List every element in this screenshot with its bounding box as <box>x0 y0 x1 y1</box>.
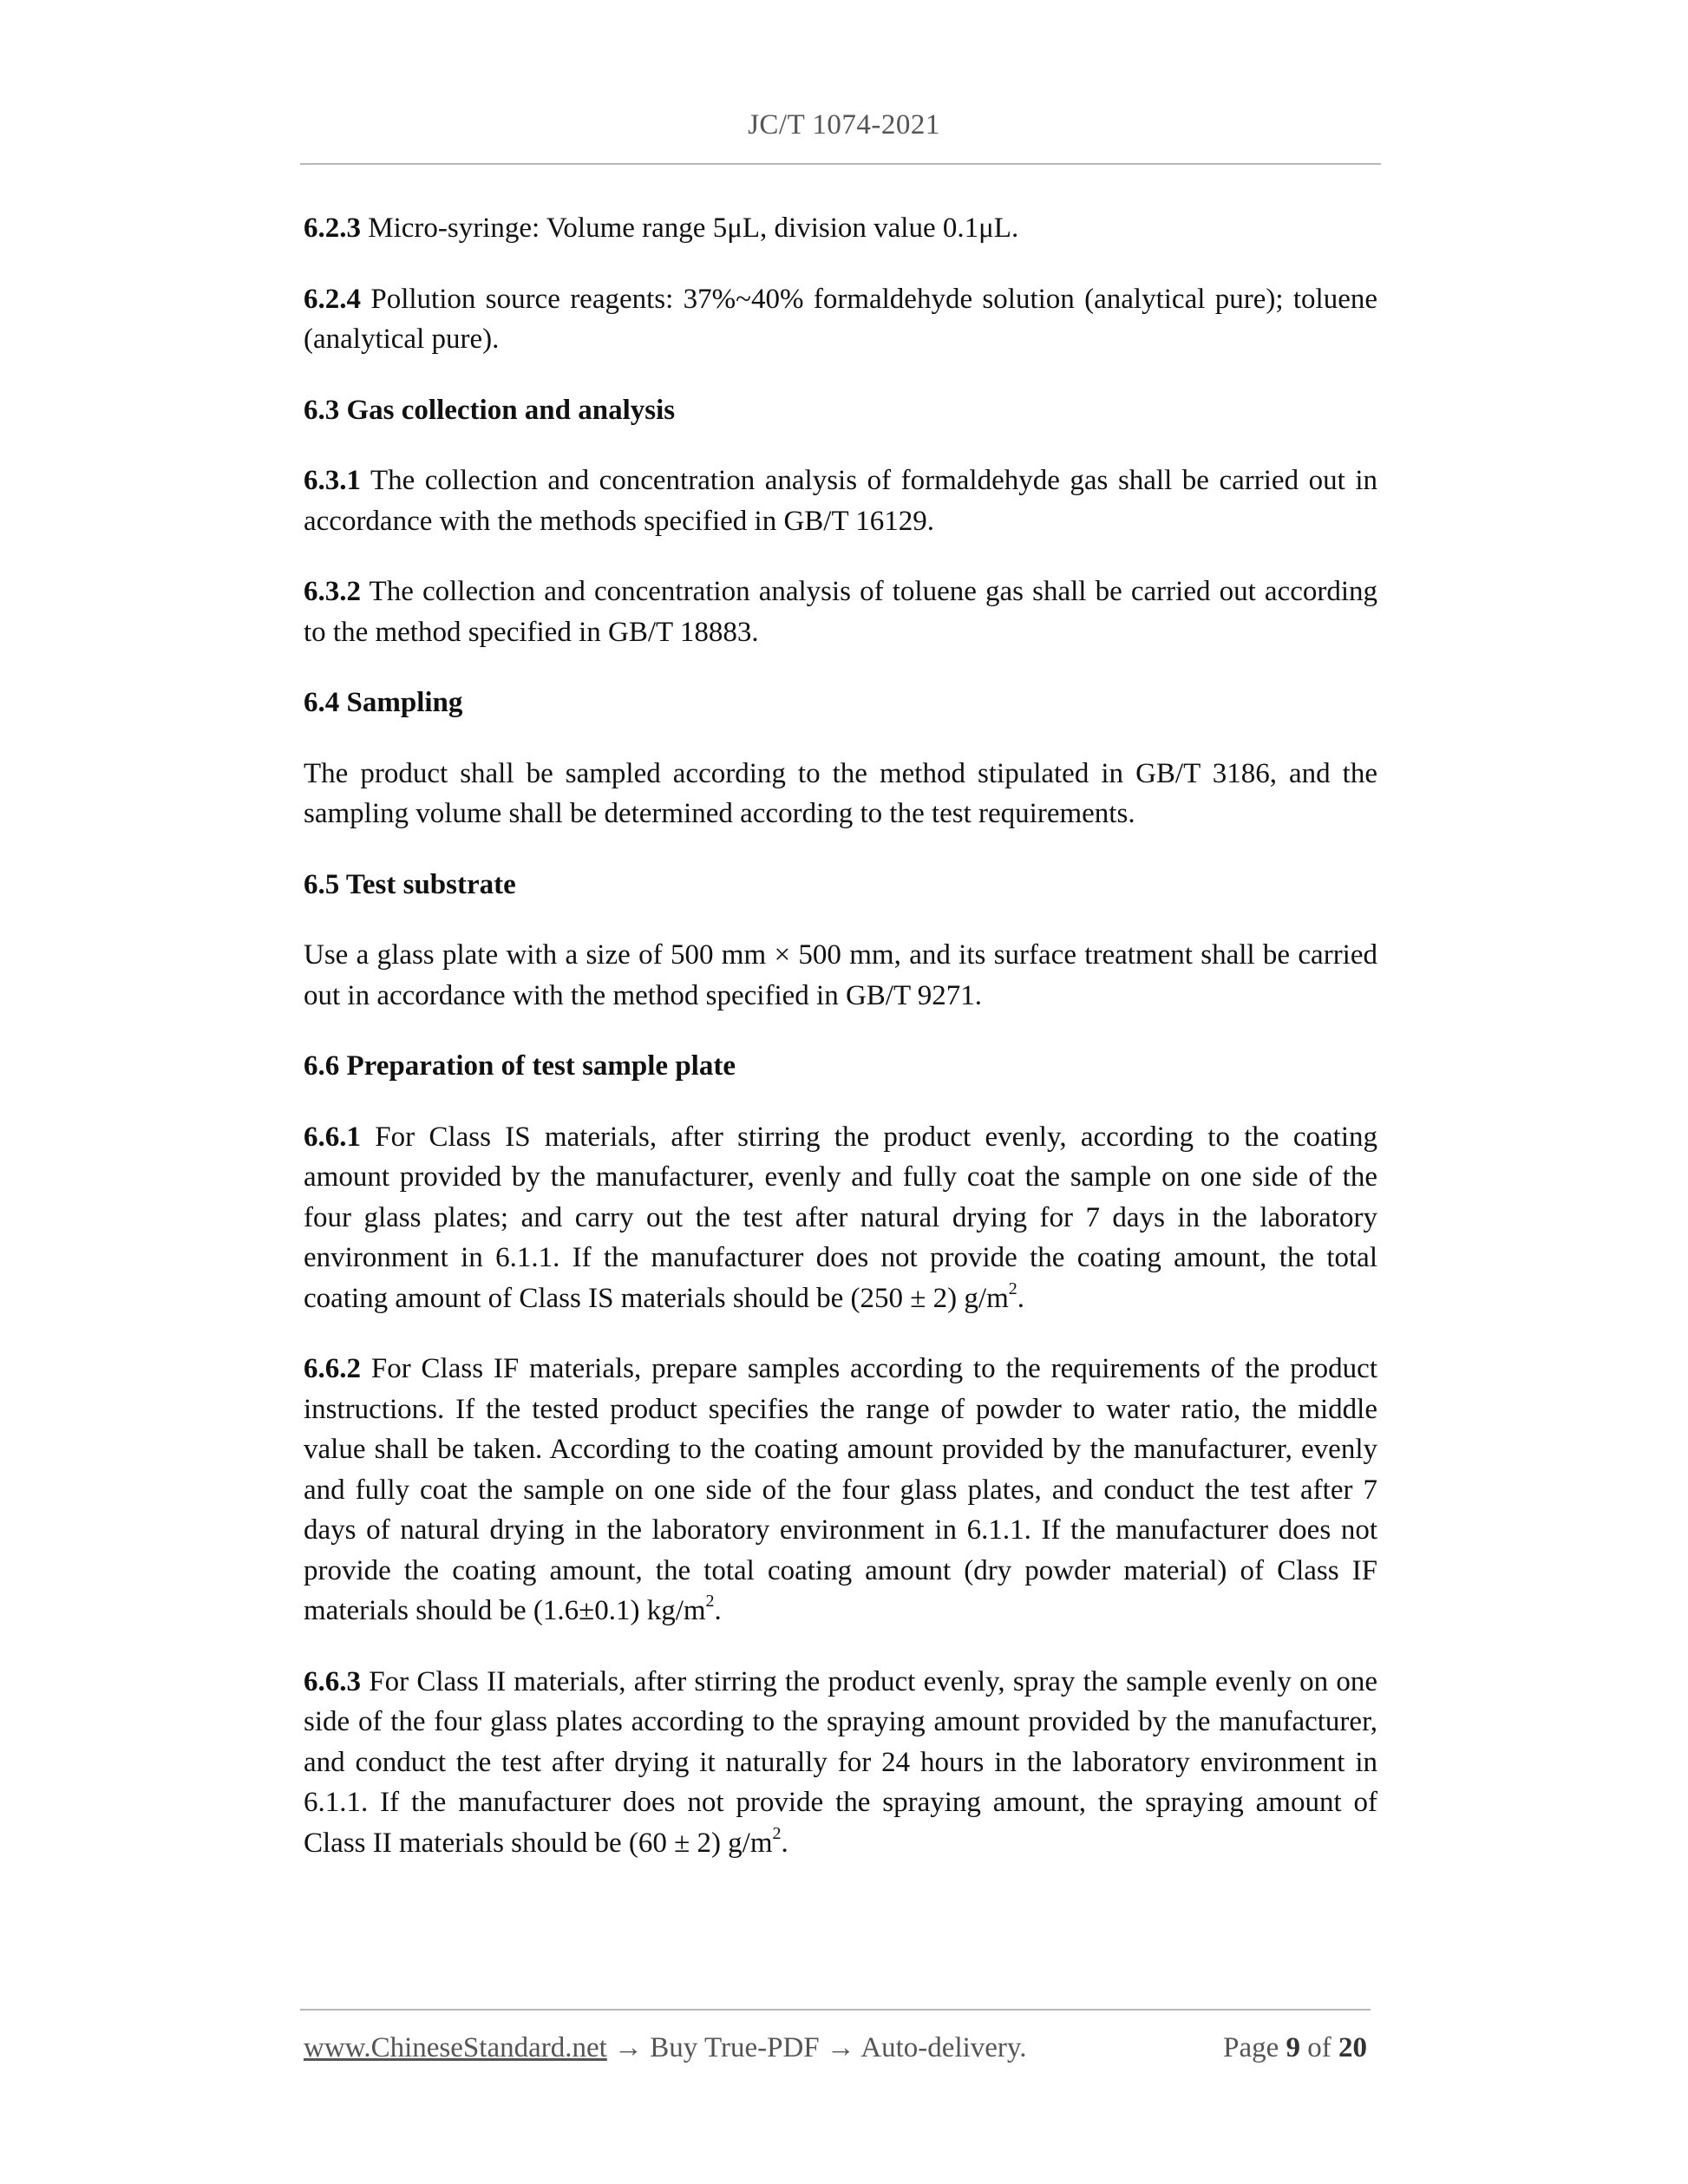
clause-text: The collection and concentration analysis of formaldehyde gas shall be carried out in accordance with the methods specified in GB/T 16129. <box>304 465 1377 537</box>
website-link[interactable]: www.ChineseStandard.net <box>304 2032 607 2063</box>
footer-promo-text: → Buy True-PDF → Auto-delivery. <box>606 2032 1027 2063</box>
section-heading-6-3: 6.3 Gas collection and analysis <box>304 394 676 426</box>
superscript: 2 <box>705 1592 715 1611</box>
footer-promo <box>304 2028 1027 2068</box>
clause-number: 6.6.2 <box>304 1353 361 1384</box>
clause-number: 6.3.1 <box>304 465 361 496</box>
clause-text: Micro-syringe: Volume range 5μL, division value 0.1μL. <box>361 213 1019 244</box>
clause-6-3-1 <box>304 461 1377 541</box>
of-label: of <box>1300 2032 1338 2063</box>
page-label: Page <box>1223 2032 1286 2063</box>
superscript: 2 <box>1008 1278 1017 1298</box>
section-heading-6-6: 6.6 Preparation of test sample plate <box>304 1050 736 1082</box>
clause-6-2-4 <box>304 279 1377 360</box>
superscript: 2 <box>772 1823 782 1843</box>
document-code-header: JC/T 1074-2021 <box>748 109 940 141</box>
clause-text: Pollution source reagents: 37%~40% formaldehyde solution (analytical pure); toluene (analytical pure). <box>304 283 1377 355</box>
clause-text: For Class IF materials, prepare samples according to the requirements of the product instructions. If the tested product specifies the range of powder to water ratio, the middle value shall be taken. According to the coating amount provided by the manufacturer, evenly and fully coat the sample on one side of the four glass plates, and conduct the test after 7 days of natural drying in the laboratory environment in 6.1.1. If the manufacturer does not provide the coating amount, the total coating amount (dry powder material) of Class IF materials should be (1.6±0.1) kg/m <box>304 1353 1377 1626</box>
clause-number: 6.2.4 <box>304 283 361 315</box>
clause-6-6-2 <box>304 1349 1377 1631</box>
clause-number: 6.6.1 <box>304 1121 361 1153</box>
clause-text: The collection and concentration analysis of toluene gas shall be carried out according to the method specified in GB/T 18883. <box>304 576 1377 648</box>
paragraph-6-4: The product shall be sampled according to the method stipulated in GB/T 3186, and the sampling volume shall be determined according to the test requirements. <box>304 757 1377 829</box>
page-number: 9 <box>1286 2032 1300 2063</box>
document-body <box>304 208 1377 1893</box>
section-heading-6-4: 6.4 Sampling <box>304 687 463 718</box>
page-total: 20 <box>1338 2032 1367 2063</box>
clause-6-6-3 <box>304 1662 1377 1864</box>
footer-divider <box>300 2009 1371 2011</box>
paragraph-6-5: Use a glass plate with a size of 500 mm × 500 mm, and its surface treatment shall be carried out in accordance with the method specified in GB/T 9271. <box>304 939 1377 1011</box>
clause-end: . <box>781 1827 788 1859</box>
header-divider <box>300 163 1381 165</box>
clause-number: 6.3.2 <box>304 576 361 607</box>
clause-6-2-3 <box>304 208 1377 249</box>
clause-end: . <box>1017 1282 1024 1314</box>
page-indicator <box>1223 2028 1367 2068</box>
clause-text: For Class IS materials, after stirring the product evenly, according to the coating amount provided by the manufacturer, evenly and fully coat the sample on one side of the four glass plates; and carry out the test after natural drying for 7 days in the laboratory environment in 6.1.1. If the manufacturer does not provide the coating amount, the total coating amount of Class IS materials should be (250 ± 2) g/m <box>304 1121 1377 1314</box>
clause-6-6-1 <box>304 1117 1377 1319</box>
clause-end: . <box>714 1595 722 1626</box>
clause-number: 6.2.3 <box>304 213 361 244</box>
section-heading-6-5: 6.5 Test substrate <box>304 868 516 900</box>
clause-6-3-2 <box>304 572 1377 652</box>
clause-text: For Class II materials, after stirring the product evenly, spray the sample evenly on one side of the four glass plates according to the spraying amount provided by the manufacturer, and conduct the test after drying it naturally for 24 hours in the laboratory environment in 6.1.1. If the manufacturer does not provide the spraying amount, the spraying amount of Class II materials should be (60 ± 2) g/m <box>304 1665 1377 1859</box>
clause-number: 6.6.3 <box>304 1665 361 1697</box>
